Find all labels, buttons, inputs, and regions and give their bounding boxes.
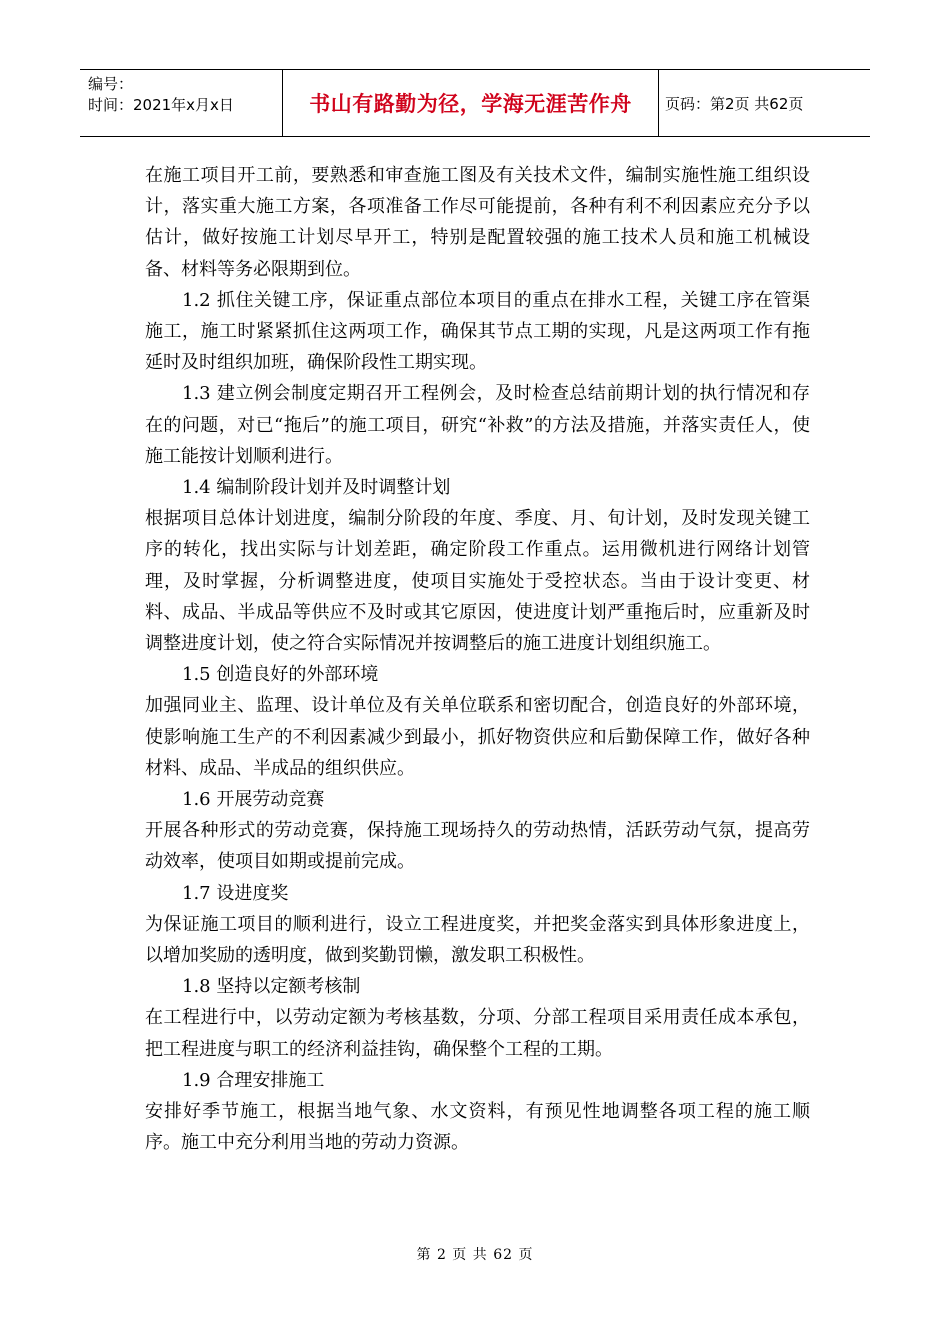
header-motto: 书山有路勤为径，学海无涯苦作舟: [282, 70, 659, 136]
section-1-7-heading: 1.7 设进度奖: [182, 882, 289, 904]
body-paragraph: 根据项目总体计划进度，编制分阶段的年度、季度、月、旬计划，及时发现关键工序的转化，找出实际与计划差距，确定阶段工作重点。运用微机进行网络计划管理，及时掌握，分析调整进度，使项目实施处于受控状态。当由于设计变更、材料、成品、半成品等供应不及时或其它原因，使进度计划严重拖后时，应重新及时调整进度计划，使之符合实际情况并按调整后的施工进度计划组织施工。: [145, 508, 810, 655]
section-1-6-heading: 1.6 开展劳动竞赛: [182, 789, 325, 811]
section-1-2-paragraph: 1.2 抓住关键工序，保证重点部位本项目的重点在排水工程，关键工序在管渠施工，施工时紧紧抓住这两项工作，确保其节点工期的实现，凡是这两项工作有拖延时及时组织加班，确保阶段性工期实现。: [145, 289, 810, 374]
document-body: [145, 160, 810, 1159]
header-page-code: 页码：第2页 共62页: [665, 94, 804, 113]
section-1-3-paragraph: 1.3 建立例会制度定期召开工程例会，及时检查总结前期计划的执行情况和存在的问题，对已“拖后”的施工项目，研究“补救”的方法及措施，并落实责任人，使施工能按计划顺利进行。: [145, 383, 810, 467]
section-1-5-heading: 1.5 创造良好的外部环境: [182, 664, 379, 686]
header-info-cell: [80, 70, 282, 136]
section-1-9-heading: 1.9 合理安排施工: [182, 1069, 325, 1091]
body-paragraph: 为保证施工项目的顺利进行，设立工程进度奖，并把奖金落实到具体形象进度上，以增加奖励的透明度，做到奖勤罚懒，激发职工积极性。: [145, 913, 810, 967]
body-paragraph: 在工程进行中，以劳动定额为考核基数，分项、分部工程项目采用责任成本承包，把工程进度与职工的经济利益挂钩，确保整个工程的工期。: [145, 1007, 810, 1060]
page-footer: 第 2 页 共 62 页: [416, 1247, 534, 1263]
body-paragraph: 加强同业主、监理、设计单位及有关单位联系和密切配合，创造良好的外部环境，使影响施工生产的不利因素减少到最小，抓好物资供应和后勤保障工作，做好各种材料、成品、半成品的组织供应。: [145, 695, 810, 779]
page-header: [80, 69, 870, 137]
section-1-4-heading: 1.4 编制阶段计划并及时调整计划: [182, 477, 451, 499]
body-paragraph: 安排好季节施工，根据当地气象、水文资料，有预见性地调整各项工程的施工顺序。施工中充分利用当地的劳动力资源。: [145, 1101, 810, 1154]
section-1-8-heading: 1.8 坚持以定额考核制: [182, 976, 361, 998]
document-number-label: 编号：: [88, 75, 134, 93]
body-paragraph: 开展各种形式的劳动竞赛，保持施工现场持久的劳动热情，活跃劳动气氛，提高劳动效率，使项目如期或提前完成。: [145, 820, 810, 873]
body-paragraph: 在施工项目开工前，要熟悉和审查施工图及有关技术文件，编制实施性施工组织设计，落实重大施工方案，各项准备工作尽可能提前，各种有利不利因素应充分予以估计，做好按施工计划尽早开工，特别是配置较强的施工技术人员和施工机械设备、材料等务必限期到位。: [145, 165, 810, 280]
document-time-label: 时间：2021年x月x日: [88, 96, 234, 114]
